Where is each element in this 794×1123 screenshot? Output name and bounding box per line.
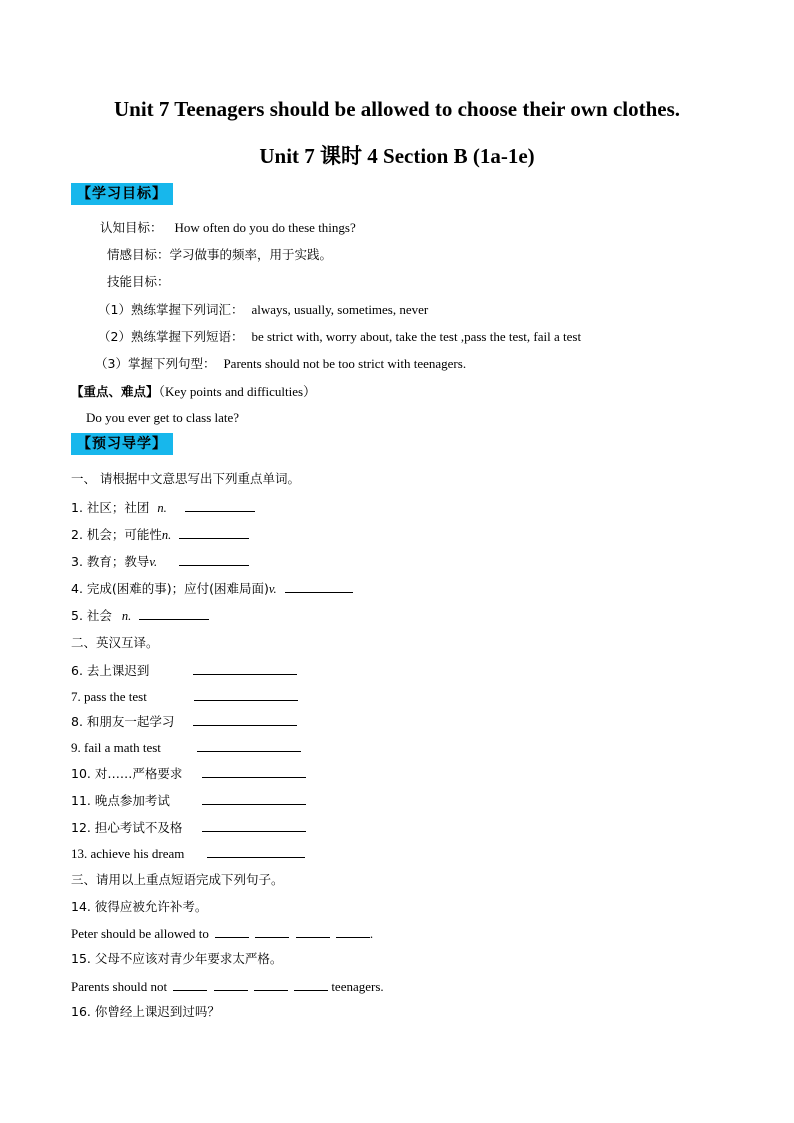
- answer-blank-4[interactable]: [285, 580, 353, 593]
- question-5-pos: n.: [121, 609, 132, 623]
- question-2-text: 2. 机会；可能性: [71, 527, 162, 542]
- answer-blank-10[interactable]: [202, 765, 306, 778]
- answer-blank-3[interactable]: [179, 553, 249, 566]
- skill-item-2: [98, 329, 581, 345]
- key-points-text: Do you ever get to class late?: [86, 410, 240, 425]
- answer-blank-12[interactable]: [202, 819, 306, 832]
- answer-blank-11[interactable]: [202, 792, 306, 805]
- question-10-text: 10. 对……严格要求: [71, 766, 183, 781]
- answer-blank-1[interactable]: [185, 499, 255, 512]
- question-1-pos: n.: [157, 501, 167, 515]
- question-14-english: [71, 925, 373, 942]
- question-4-pos: v.: [268, 582, 277, 596]
- question-12: [71, 819, 306, 836]
- question-12-text: 12. 担心考试不及格: [71, 820, 183, 835]
- question-9: [71, 739, 301, 756]
- skill-item-3-text: Parents should not be too strict with teenagers.: [223, 356, 467, 371]
- goal-cognitive-label: 认知目标：: [100, 220, 163, 235]
- question-8-text: 8. 和朋友一起学习: [71, 714, 175, 729]
- question-11: [71, 792, 306, 809]
- skill-item-2-label: （2）熟练掌握下列短语：: [98, 329, 244, 344]
- question-4: [71, 580, 353, 597]
- answer-blank-13[interactable]: [207, 845, 305, 858]
- question-3: [71, 553, 249, 570]
- answer-blank-9[interactable]: [197, 739, 301, 752]
- answer-blank-7[interactable]: [194, 688, 298, 701]
- question-16: 16. 你曾经上课迟到过吗？: [71, 1004, 220, 1019]
- answer-blank-5[interactable]: [139, 607, 209, 620]
- question-1: [71, 499, 255, 516]
- question-14: 14. 彼得应被允许补考。: [71, 899, 208, 914]
- question-7-text: 7. pass the test: [71, 689, 147, 704]
- skill-item-2-text: be strict with, worry about, take the test ,pass the test, fail a test: [251, 329, 582, 344]
- answer-blank-15a[interactable]: [173, 978, 207, 991]
- answer-blank-14c[interactable]: [296, 925, 330, 938]
- skill-item-1: [98, 302, 428, 318]
- question-15-prompt: Parents should not: [71, 979, 168, 994]
- learning-goals-tag: 【学习目标】: [71, 183, 173, 205]
- goal-emotion: 情感目标：学习做事的频率，用于实践。: [107, 247, 333, 262]
- question-5: [71, 607, 209, 624]
- goal-skill: 技能目标：: [107, 274, 170, 289]
- question-2: [71, 526, 249, 543]
- question-15-english: [71, 978, 384, 995]
- question-3-text: 3. 教育；教导: [71, 554, 150, 569]
- question-8: [71, 713, 297, 730]
- question-7: [71, 688, 298, 705]
- answer-blank-15b[interactable]: [214, 978, 248, 991]
- question-14-end: .: [369, 926, 374, 941]
- answer-blank-6[interactable]: [193, 662, 297, 675]
- document-title: Unit 7 Teenagers should be allowed to choose their own clothes.: [113, 97, 681, 121]
- answer-blank-15d[interactable]: [294, 978, 328, 991]
- skill-item-1-label: （1）熟练掌握下列词汇：: [98, 302, 244, 317]
- question-14-prompt: Peter should be allowed to: [71, 926, 209, 941]
- answer-blank-2[interactable]: [179, 526, 249, 539]
- question-5-text: 5. 社会: [71, 608, 112, 623]
- question-1-text: 1. 社区；社团: [71, 500, 150, 515]
- question-10: [71, 765, 306, 782]
- question-15: 15. 父母不应该对青少年要求太严格。: [71, 951, 283, 966]
- skill-item-1-text: always, usually, sometimes, never: [251, 302, 429, 317]
- question-13: [71, 845, 305, 862]
- section-1-heading: 一、 请根据中文意思写出下列重点单词。: [71, 471, 300, 486]
- question-4-text: 4. 完成(困难的事)；应付(困难局面): [71, 581, 269, 596]
- answer-blank-8[interactable]: [193, 713, 297, 726]
- skill-item-3: [95, 356, 466, 372]
- answer-blank-14a[interactable]: [215, 925, 249, 938]
- question-13-text: 13. achieve his dream: [71, 846, 185, 861]
- key-points-label: 【重点、难点】: [71, 384, 159, 399]
- answer-blank-14b[interactable]: [255, 925, 289, 938]
- question-11-text: 11. 晚点参加考试: [71, 793, 170, 808]
- section-2-heading: 二、英汉互译。: [71, 635, 159, 650]
- goal-cognitive: [100, 220, 356, 236]
- question-2-pos: n.: [161, 528, 172, 542]
- key-points-paren: （Key points and difficulties）: [158, 384, 317, 399]
- question-6: [71, 662, 297, 679]
- question-3-pos: v.: [149, 555, 158, 569]
- question-9-text: 9. fail a math test: [71, 740, 161, 755]
- skill-item-3-label: （3）掌握下列句型：: [95, 356, 216, 371]
- preview-tag: 【预习导学】: [71, 433, 173, 455]
- document-subtitle: Unit 7 课时 4 Section B (1a-1e): [259, 144, 535, 168]
- answer-blank-14d[interactable]: [336, 925, 370, 938]
- question-15-end: teenagers.: [331, 979, 384, 994]
- answer-blank-15c[interactable]: [254, 978, 288, 991]
- question-6-text: 6. 去上课迟到: [71, 663, 150, 678]
- goal-cognitive-text: How often do you do these things?: [174, 220, 356, 235]
- key-points: [71, 384, 316, 400]
- section-3-heading: 三、请用以上重点短语完成下列句子。: [71, 872, 284, 887]
